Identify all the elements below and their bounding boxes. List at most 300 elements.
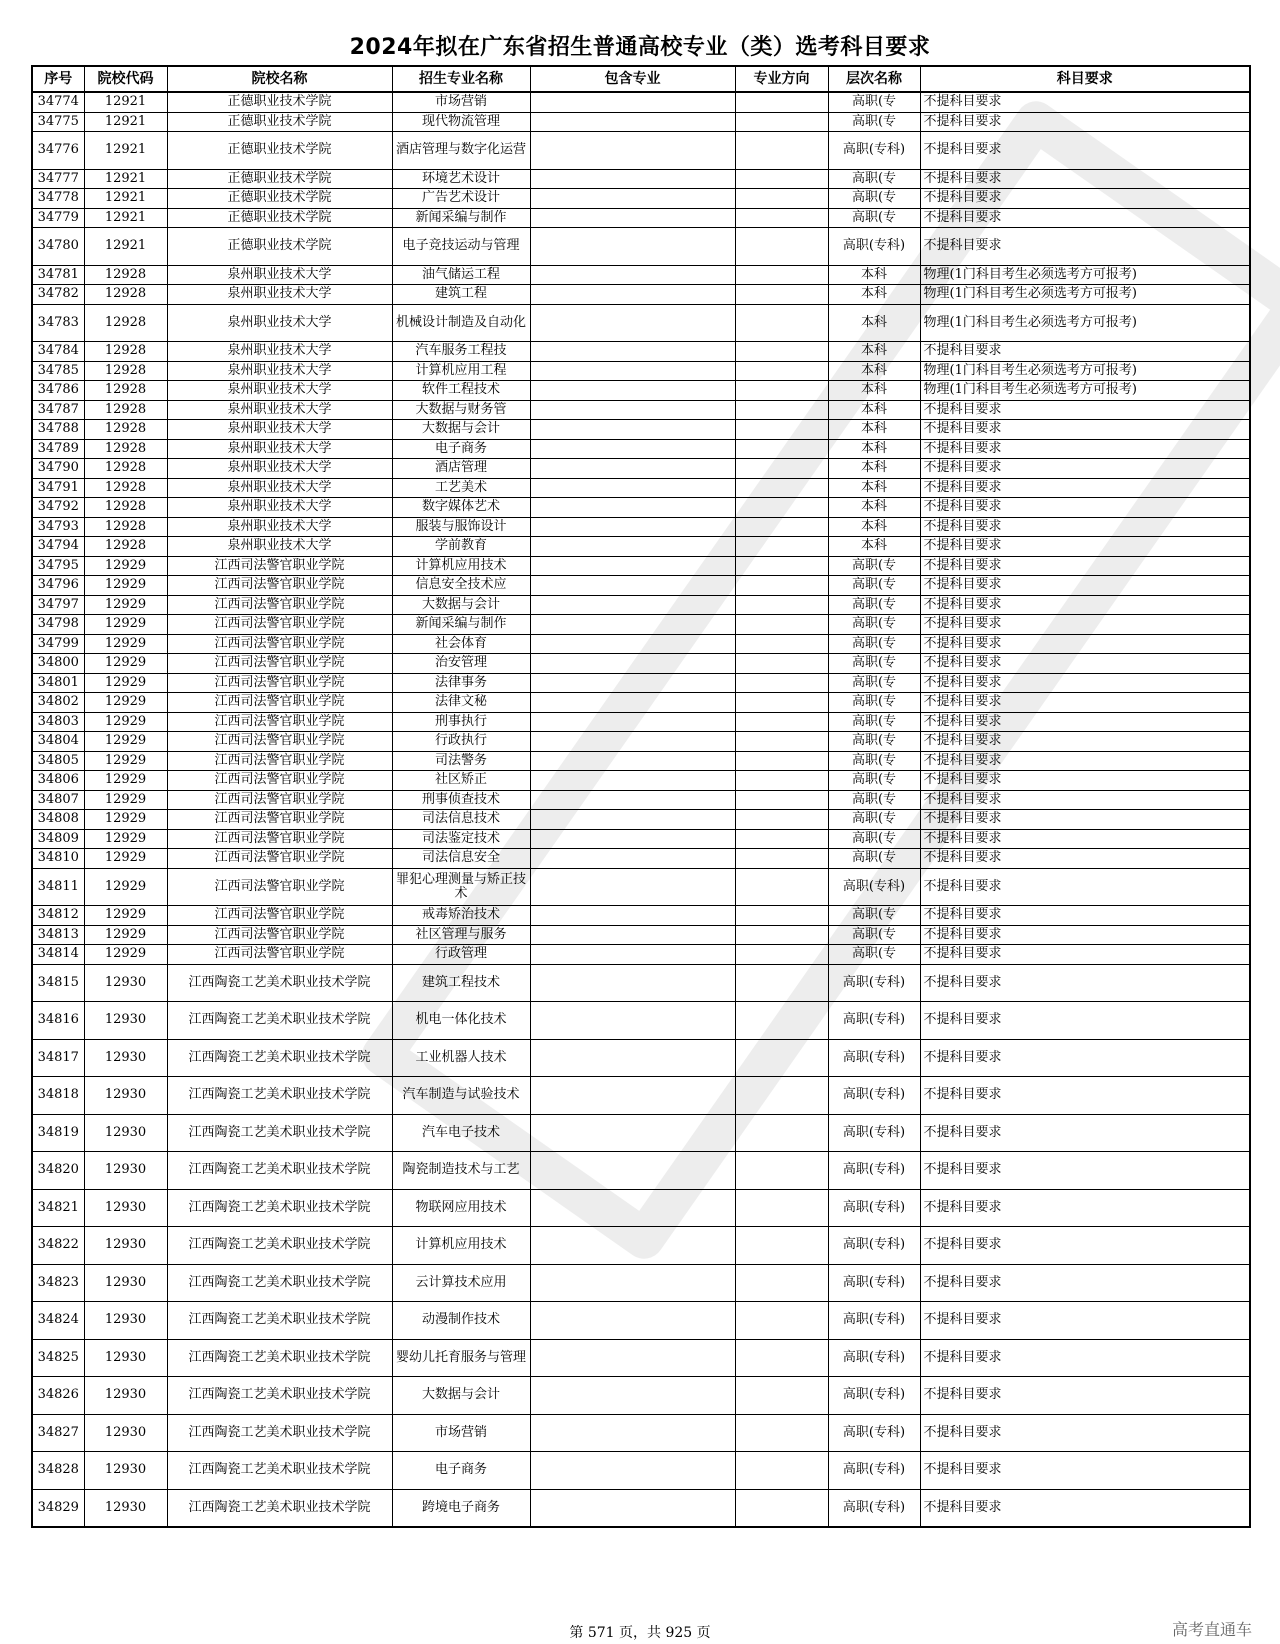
cell-school-code: 12929 [84, 868, 167, 906]
cell-seq: 34781 [32, 265, 84, 285]
cell-school-code: 12929 [84, 595, 167, 615]
cell-subject-requirement: 不提科目要求 [920, 654, 1250, 674]
cell-major-direction [735, 556, 828, 576]
cell-level: 本科 [828, 265, 920, 285]
header-subject-requirement: 科目要求 [920, 66, 1250, 92]
cell-school-code: 12930 [84, 1077, 167, 1115]
cell-level: 本科 [828, 517, 920, 537]
cell-school-name: 江西陶瓷工艺美术职业技术学院 [167, 1414, 392, 1452]
cell-school-code: 12928 [84, 304, 167, 342]
cell-included-majors [530, 169, 735, 189]
cell-subject-requirement: 不提科目要求 [920, 498, 1250, 518]
table-row [32, 1002, 1250, 1040]
cell-major-name: 新闻采编与制作 [392, 208, 530, 228]
cell-major-name: 电子商务 [392, 439, 530, 459]
cell-major-name: 建筑工程技术 [392, 964, 530, 1002]
cell-school-name: 江西司法警官职业学院 [167, 576, 392, 596]
cell-school-code: 12930 [84, 1114, 167, 1152]
cell-included-majors [530, 189, 735, 209]
cell-major-name: 社区管理与服务 [392, 925, 530, 945]
cell-level: 高职(专 [828, 576, 920, 596]
cell-school-code: 12929 [84, 945, 167, 965]
cell-school-code: 12929 [84, 925, 167, 945]
cell-level: 高职(专 [828, 849, 920, 869]
cell-seq: 34791 [32, 478, 84, 498]
cell-included-majors [530, 712, 735, 732]
cell-major-direction [735, 1489, 828, 1527]
cell-included-majors [530, 849, 735, 869]
cell-level: 本科 [828, 478, 920, 498]
cell-major-direction [735, 342, 828, 362]
cell-included-majors [530, 420, 735, 440]
cell-seq: 34793 [32, 517, 84, 537]
cell-major-direction [735, 265, 828, 285]
table-body [32, 92, 1250, 1527]
table-row [32, 771, 1250, 791]
cell-major-name: 汽车电子技术 [392, 1114, 530, 1152]
cell-major-name: 广告艺术设计 [392, 189, 530, 209]
cell-major-name: 酒店管理 [392, 459, 530, 479]
cell-major-direction [735, 1077, 828, 1115]
table-row [32, 906, 1250, 926]
cell-included-majors [530, 654, 735, 674]
cell-seq: 34788 [32, 420, 84, 440]
cell-school-name: 江西司法警官职业学院 [167, 925, 392, 945]
cell-seq: 34776 [32, 132, 84, 170]
cell-included-majors [530, 925, 735, 945]
cell-major-direction [735, 381, 828, 401]
cell-school-name: 正德职业技术学院 [167, 92, 392, 112]
cell-subject-requirement: 不提科目要求 [920, 1452, 1250, 1490]
cell-school-code: 12929 [84, 810, 167, 830]
cell-subject-requirement: 不提科目要求 [920, 712, 1250, 732]
cell-school-name: 江西司法警官职业学院 [167, 849, 392, 869]
cell-seq: 34808 [32, 810, 84, 830]
page-number: 第 571 页，共 925 页 [569, 1625, 711, 1641]
cell-subject-requirement: 不提科目要求 [920, 132, 1250, 170]
cell-major-direction [735, 304, 828, 342]
cell-included-majors [530, 556, 735, 576]
cell-included-majors [530, 439, 735, 459]
cell-school-name: 江西司法警官职业学院 [167, 751, 392, 771]
table-row [32, 868, 1250, 906]
cell-subject-requirement: 不提科目要求 [920, 169, 1250, 189]
cell-school-code: 12930 [84, 1377, 167, 1415]
cell-school-code: 12929 [84, 615, 167, 635]
cell-school-code: 12930 [84, 1152, 167, 1190]
cell-school-code: 12929 [84, 849, 167, 869]
cell-school-code: 12928 [84, 342, 167, 362]
cell-seq: 34824 [32, 1302, 84, 1340]
cell-school-code: 12928 [84, 285, 167, 305]
cell-subject-requirement: 不提科目要求 [920, 439, 1250, 459]
cell-level: 高职(专 [828, 208, 920, 228]
cell-school-code: 12930 [84, 1452, 167, 1490]
cell-level: 高职(专科) [828, 1227, 920, 1265]
cell-major-name: 陶瓷制造技术与工艺 [392, 1152, 530, 1190]
cell-included-majors [530, 361, 735, 381]
table-row [32, 693, 1250, 713]
cell-major-direction [735, 673, 828, 693]
cell-school-code: 12929 [84, 732, 167, 752]
table-row [32, 361, 1250, 381]
cell-school-name: 江西司法警官职业学院 [167, 829, 392, 849]
cell-school-code: 12929 [84, 712, 167, 732]
cell-school-name: 江西司法警官职业学院 [167, 732, 392, 752]
cell-major-name: 市场营销 [392, 1414, 530, 1452]
page-title: 2024年拟在广东省招生普通高校专业（类）选考科目要求 [349, 35, 931, 60]
cell-included-majors [530, 693, 735, 713]
table-row [32, 439, 1250, 459]
cell-included-majors [530, 1152, 735, 1190]
subject-requirements-table [31, 65, 1251, 1528]
cell-seq: 34775 [32, 112, 84, 132]
cell-major-name: 法律文秘 [392, 693, 530, 713]
cell-seq: 34798 [32, 615, 84, 635]
cell-seq: 34809 [32, 829, 84, 849]
cell-included-majors [530, 342, 735, 362]
cell-school-code: 12921 [84, 92, 167, 112]
cell-included-majors [530, 634, 735, 654]
cell-major-name: 社会体育 [392, 634, 530, 654]
table-header-row [32, 66, 1250, 92]
cell-subject-requirement: 不提科目要求 [920, 810, 1250, 830]
cell-subject-requirement: 不提科目要求 [920, 906, 1250, 926]
header-school-name: 院校名称 [167, 66, 392, 92]
cell-major-name: 罪犯心理测量与矫正技术 [392, 868, 530, 906]
cell-school-name: 江西陶瓷工艺美术职业技术学院 [167, 1264, 392, 1302]
cell-school-code: 12929 [84, 751, 167, 771]
cell-level: 高职(专 [828, 112, 920, 132]
cell-major-direction [735, 439, 828, 459]
cell-level: 高职(专 [828, 693, 920, 713]
cell-seq: 34820 [32, 1152, 84, 1190]
cell-major-direction [735, 1227, 828, 1265]
cell-seq: 34807 [32, 790, 84, 810]
cell-school-name: 泉州职业技术大学 [167, 285, 392, 305]
table-row [32, 459, 1250, 479]
cell-seq: 34823 [32, 1264, 84, 1302]
cell-level: 高职(专 [828, 712, 920, 732]
cell-school-name: 江西陶瓷工艺美术职业技术学院 [167, 1002, 392, 1040]
cell-major-direction [735, 829, 828, 849]
cell-school-name: 江西陶瓷工艺美术职业技术学院 [167, 1227, 392, 1265]
cell-major-direction [735, 906, 828, 926]
table-row [32, 829, 1250, 849]
cell-included-majors [530, 1264, 735, 1302]
cell-seq: 34777 [32, 169, 84, 189]
cell-major-direction [735, 459, 828, 479]
cell-subject-requirement: 不提科目要求 [920, 92, 1250, 112]
cell-level: 高职(专科) [828, 1114, 920, 1152]
cell-level: 本科 [828, 285, 920, 305]
cell-school-code: 12928 [84, 537, 167, 557]
cell-school-code: 12928 [84, 361, 167, 381]
table-row [32, 673, 1250, 693]
cell-level: 高职(专科) [828, 1452, 920, 1490]
cell-level: 高职(专 [828, 732, 920, 752]
cell-major-direction [735, 1339, 828, 1377]
cell-level: 高职(专 [828, 925, 920, 945]
cell-subject-requirement: 不提科目要求 [920, 868, 1250, 906]
cell-seq: 34795 [32, 556, 84, 576]
table-row [32, 849, 1250, 869]
cell-seq: 34800 [32, 654, 84, 674]
cell-school-code: 12928 [84, 439, 167, 459]
cell-subject-requirement: 不提科目要求 [920, 1489, 1250, 1527]
cell-subject-requirement: 物理(1门科目考生必须选考方可报考) [920, 304, 1250, 342]
cell-level: 高职(专科) [828, 964, 920, 1002]
cell-included-majors [530, 285, 735, 305]
cell-level: 高职(专 [828, 595, 920, 615]
cell-major-direction [735, 112, 828, 132]
cell-subject-requirement: 不提科目要求 [920, 751, 1250, 771]
cell-school-name: 正德职业技术学院 [167, 132, 392, 170]
cell-level: 高职(专科) [828, 1077, 920, 1115]
cell-school-name: 江西陶瓷工艺美术职业技术学院 [167, 1302, 392, 1340]
cell-seq: 34802 [32, 693, 84, 713]
cell-level: 高职(专 [828, 829, 920, 849]
cell-school-code: 12929 [84, 829, 167, 849]
cell-major-name: 司法警务 [392, 751, 530, 771]
table-row [32, 400, 1250, 420]
cell-seq: 34828 [32, 1452, 84, 1490]
table-row [32, 381, 1250, 401]
cell-major-direction [735, 478, 828, 498]
table-row [32, 517, 1250, 537]
header-level: 层次名称 [828, 66, 920, 92]
cell-major-direction [735, 654, 828, 674]
cell-school-name: 正德职业技术学院 [167, 112, 392, 132]
cell-subject-requirement: 不提科目要求 [920, 964, 1250, 1002]
cell-major-direction [735, 771, 828, 791]
cell-major-name: 建筑工程 [392, 285, 530, 305]
cell-subject-requirement: 不提科目要求 [920, 595, 1250, 615]
cell-level: 高职(专 [828, 92, 920, 112]
cell-major-name: 计算机应用技术 [392, 1227, 530, 1265]
table-row [32, 751, 1250, 771]
cell-major-name: 物联网应用技术 [392, 1189, 530, 1227]
table-row [32, 945, 1250, 965]
cell-seq: 34797 [32, 595, 84, 615]
cell-school-name: 江西陶瓷工艺美术职业技术学院 [167, 1452, 392, 1490]
cell-level: 高职(专 [828, 810, 920, 830]
cell-seq: 34778 [32, 189, 84, 209]
cell-school-name: 江西陶瓷工艺美术职业技术学院 [167, 1152, 392, 1190]
cell-seq: 34821 [32, 1189, 84, 1227]
cell-level: 高职(专科) [828, 1489, 920, 1527]
cell-school-code: 12929 [84, 634, 167, 654]
cell-seq: 34826 [32, 1377, 84, 1415]
cell-level: 高职(专 [828, 169, 920, 189]
cell-school-name: 江西司法警官职业学院 [167, 790, 392, 810]
cell-level: 本科 [828, 381, 920, 401]
table-row [32, 810, 1250, 830]
cell-subject-requirement: 不提科目要求 [920, 189, 1250, 209]
cell-school-name: 江西司法警官职业学院 [167, 556, 392, 576]
cell-major-name: 数字媒体艺术 [392, 498, 530, 518]
cell-seq: 34786 [32, 381, 84, 401]
cell-subject-requirement: 不提科目要求 [920, 790, 1250, 810]
header-school-code: 院校代码 [84, 66, 167, 92]
cell-subject-requirement: 不提科目要求 [920, 1377, 1250, 1415]
cell-subject-requirement: 不提科目要求 [920, 1152, 1250, 1190]
cell-major-name: 现代物流管理 [392, 112, 530, 132]
cell-school-name: 江西司法警官职业学院 [167, 945, 392, 965]
cell-major-direction [735, 517, 828, 537]
cell-subject-requirement: 不提科目要求 [920, 1227, 1250, 1265]
table-row [32, 1114, 1250, 1152]
cell-level: 高职(专科) [828, 1302, 920, 1340]
cell-subject-requirement: 不提科目要求 [920, 537, 1250, 557]
cell-seq: 34805 [32, 751, 84, 771]
table-row [32, 189, 1250, 209]
cell-included-majors [530, 1002, 735, 1040]
cell-included-majors [530, 829, 735, 849]
cell-school-name: 泉州职业技术大学 [167, 342, 392, 362]
table-row [32, 132, 1250, 170]
cell-included-majors [530, 1039, 735, 1077]
cell-included-majors [530, 771, 735, 791]
cell-level: 本科 [828, 420, 920, 440]
cell-school-code: 12928 [84, 420, 167, 440]
header-major-direction: 专业方向 [735, 66, 828, 92]
table-row [32, 790, 1250, 810]
cell-major-direction [735, 208, 828, 228]
cell-level: 高职(专科) [828, 1339, 920, 1377]
cell-included-majors [530, 1302, 735, 1340]
cell-level: 高职(专 [828, 189, 920, 209]
cell-subject-requirement: 不提科目要求 [920, 1189, 1250, 1227]
cell-major-direction [735, 189, 828, 209]
cell-school-name: 正德职业技术学院 [167, 169, 392, 189]
cell-included-majors [530, 810, 735, 830]
cell-level: 高职(专科) [828, 1414, 920, 1452]
cell-major-name: 动漫制作技术 [392, 1302, 530, 1340]
cell-included-majors [530, 478, 735, 498]
cell-included-majors [530, 92, 735, 112]
table-row [32, 498, 1250, 518]
table-row [32, 1377, 1250, 1415]
cell-level: 高职(专科) [828, 868, 920, 906]
cell-major-direction [735, 498, 828, 518]
cell-subject-requirement: 不提科目要求 [920, 228, 1250, 266]
cell-major-direction [735, 537, 828, 557]
cell-school-code: 12921 [84, 132, 167, 170]
cell-seq: 34810 [32, 849, 84, 869]
header-major-name: 招生专业名称 [392, 66, 530, 92]
cell-level: 高职(专 [828, 654, 920, 674]
cell-seq: 34825 [32, 1339, 84, 1377]
cell-level: 高职(专科) [828, 1377, 920, 1415]
cell-school-code: 12930 [84, 1227, 167, 1265]
cell-school-name: 泉州职业技术大学 [167, 537, 392, 557]
cell-school-name: 江西陶瓷工艺美术职业技术学院 [167, 1189, 392, 1227]
cell-seq: 34780 [32, 228, 84, 266]
cell-subject-requirement: 不提科目要求 [920, 1339, 1250, 1377]
cell-level: 高职(专科) [828, 1039, 920, 1077]
cell-subject-requirement: 不提科目要求 [920, 478, 1250, 498]
cell-major-name: 戒毒矫治技术 [392, 906, 530, 926]
cell-subject-requirement: 不提科目要求 [920, 849, 1250, 869]
cell-subject-requirement: 物理(1门科目考生必须选考方可报考) [920, 381, 1250, 401]
cell-major-direction [735, 790, 828, 810]
cell-school-name: 江西司法警官职业学院 [167, 868, 392, 906]
cell-seq: 34818 [32, 1077, 84, 1115]
cell-school-name: 江西司法警官职业学院 [167, 673, 392, 693]
cell-school-name: 江西司法警官职业学院 [167, 654, 392, 674]
table-row [32, 1189, 1250, 1227]
cell-major-name: 酒店管理与数字化运营 [392, 132, 530, 170]
cell-included-majors [530, 459, 735, 479]
cell-included-majors [530, 732, 735, 752]
cell-included-majors [530, 576, 735, 596]
cell-major-name: 工艺美术 [392, 478, 530, 498]
cell-major-name: 电子竞技运动与管理 [392, 228, 530, 266]
table-row [32, 1339, 1250, 1377]
cell-subject-requirement: 不提科目要求 [920, 925, 1250, 945]
cell-school-name: 泉州职业技术大学 [167, 304, 392, 342]
table-row [32, 964, 1250, 1002]
cell-subject-requirement: 不提科目要求 [920, 112, 1250, 132]
cell-major-name: 汽车服务工程技 [392, 342, 530, 362]
cell-school-code: 12929 [84, 693, 167, 713]
cell-school-name: 泉州职业技术大学 [167, 361, 392, 381]
cell-seq: 34804 [32, 732, 84, 752]
cell-seq: 34796 [32, 576, 84, 596]
cell-seq: 34829 [32, 1489, 84, 1527]
cell-seq: 34803 [32, 712, 84, 732]
cell-school-code: 12928 [84, 400, 167, 420]
cell-seq: 34827 [32, 1414, 84, 1452]
cell-level: 高职(专科) [828, 1264, 920, 1302]
cell-school-code: 12928 [84, 498, 167, 518]
table-row [32, 1264, 1250, 1302]
table-row [32, 712, 1250, 732]
cell-major-name: 治安管理 [392, 654, 530, 674]
cell-school-code: 12930 [84, 1039, 167, 1077]
cell-level: 高职(专 [828, 790, 920, 810]
cell-major-direction [735, 945, 828, 965]
cell-seq: 34814 [32, 945, 84, 965]
cell-seq: 34811 [32, 868, 84, 906]
cell-subject-requirement: 不提科目要求 [920, 342, 1250, 362]
cell-major-name: 学前教育 [392, 537, 530, 557]
cell-school-name: 泉州职业技术大学 [167, 265, 392, 285]
cell-level: 高职(专科) [828, 132, 920, 170]
cell-major-name: 服装与服饰设计 [392, 517, 530, 537]
cell-included-majors [530, 615, 735, 635]
table-row [32, 537, 1250, 557]
cell-major-direction [735, 169, 828, 189]
cell-subject-requirement: 不提科目要求 [920, 1264, 1250, 1302]
cell-subject-requirement: 不提科目要求 [920, 1414, 1250, 1452]
table-row [32, 169, 1250, 189]
table-row [32, 1452, 1250, 1490]
cell-included-majors [530, 964, 735, 1002]
table-row [32, 92, 1250, 112]
cell-school-code: 12930 [84, 1414, 167, 1452]
cell-major-direction [735, 285, 828, 305]
cell-major-name: 云计算技术应用 [392, 1264, 530, 1302]
cell-subject-requirement: 不提科目要求 [920, 829, 1250, 849]
cell-school-name: 泉州职业技术大学 [167, 517, 392, 537]
cell-included-majors [530, 673, 735, 693]
cell-major-name: 刑事执行 [392, 712, 530, 732]
cell-school-name: 江西司法警官职业学院 [167, 693, 392, 713]
cell-school-code: 12930 [84, 1264, 167, 1302]
cell-level: 高职(专 [828, 556, 920, 576]
